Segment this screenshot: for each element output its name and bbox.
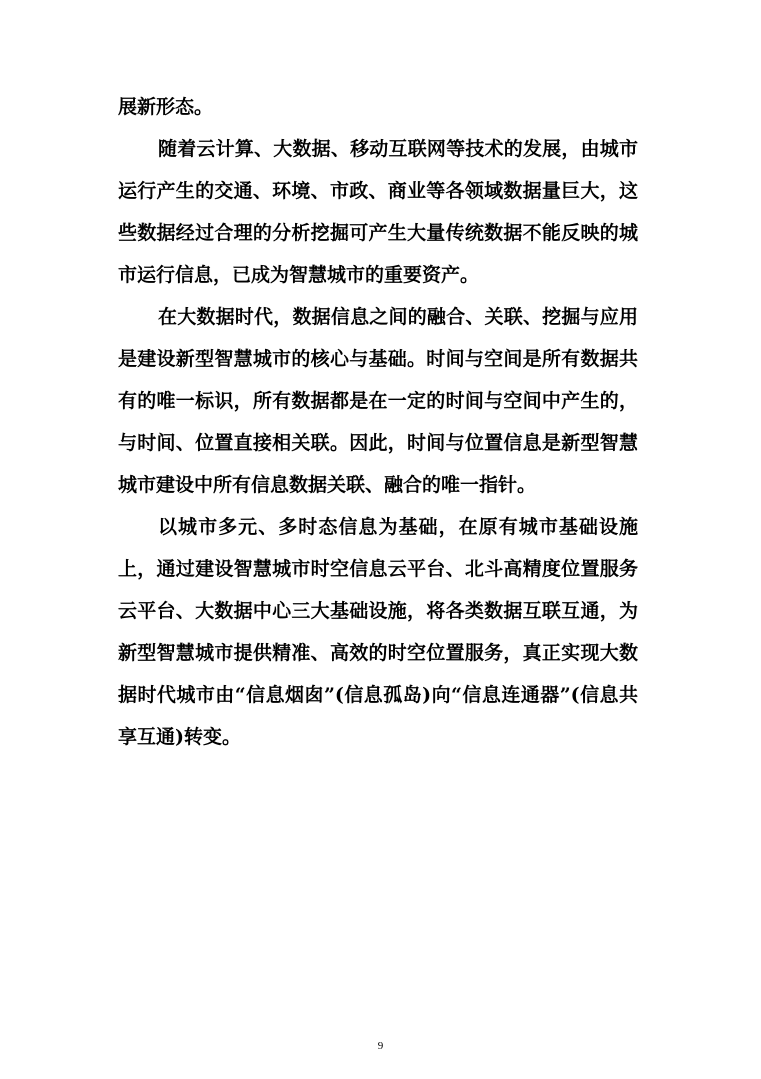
page-number: 9: [377, 1040, 384, 1052]
paragraph-infrastructure: 以城市多元、多时态信息为基础，在原有城市基础设施上，通过建设智慧城市时空信息云平台、北斗高精度位置服务云平台、大数据中心三大基础设施，将各类数据互联互通，为新型智慧城市提供精准、高效的时空位置服务，真正实现大数据时代城市由“信息烟囱”(信息孤岛)向“信息连通器”(信息共享互通)转变。: [118, 516, 638, 748]
body-text: [118, 86, 638, 758]
paragraph-spatiotemporal-core: 在大数据时代，数据信息之间的融合、关联、挖掘与应用是建设新型智慧城市的核心与基础。时间与空间是所有数据共有的唯一标识，所有数据都是在一定的时间与空间中产生的，与时间、位置直接相关联。因此，时间与位置信息是新型智慧城市建设中所有信息数据关联、融合的唯一指针。: [118, 306, 638, 496]
paragraph-big-data-assets: 随着云计算、大数据、移动互联网等技术的发展，由城市运行产生的交通、环境、市政、商业等各领域数据量巨大，这些数据经过合理的分析挖掘可产生大量传统数据不能反映的城市运行信息，已成为智慧城市的重要资产。: [118, 138, 638, 286]
paragraph-continuation: 展新形态。: [118, 96, 214, 118]
